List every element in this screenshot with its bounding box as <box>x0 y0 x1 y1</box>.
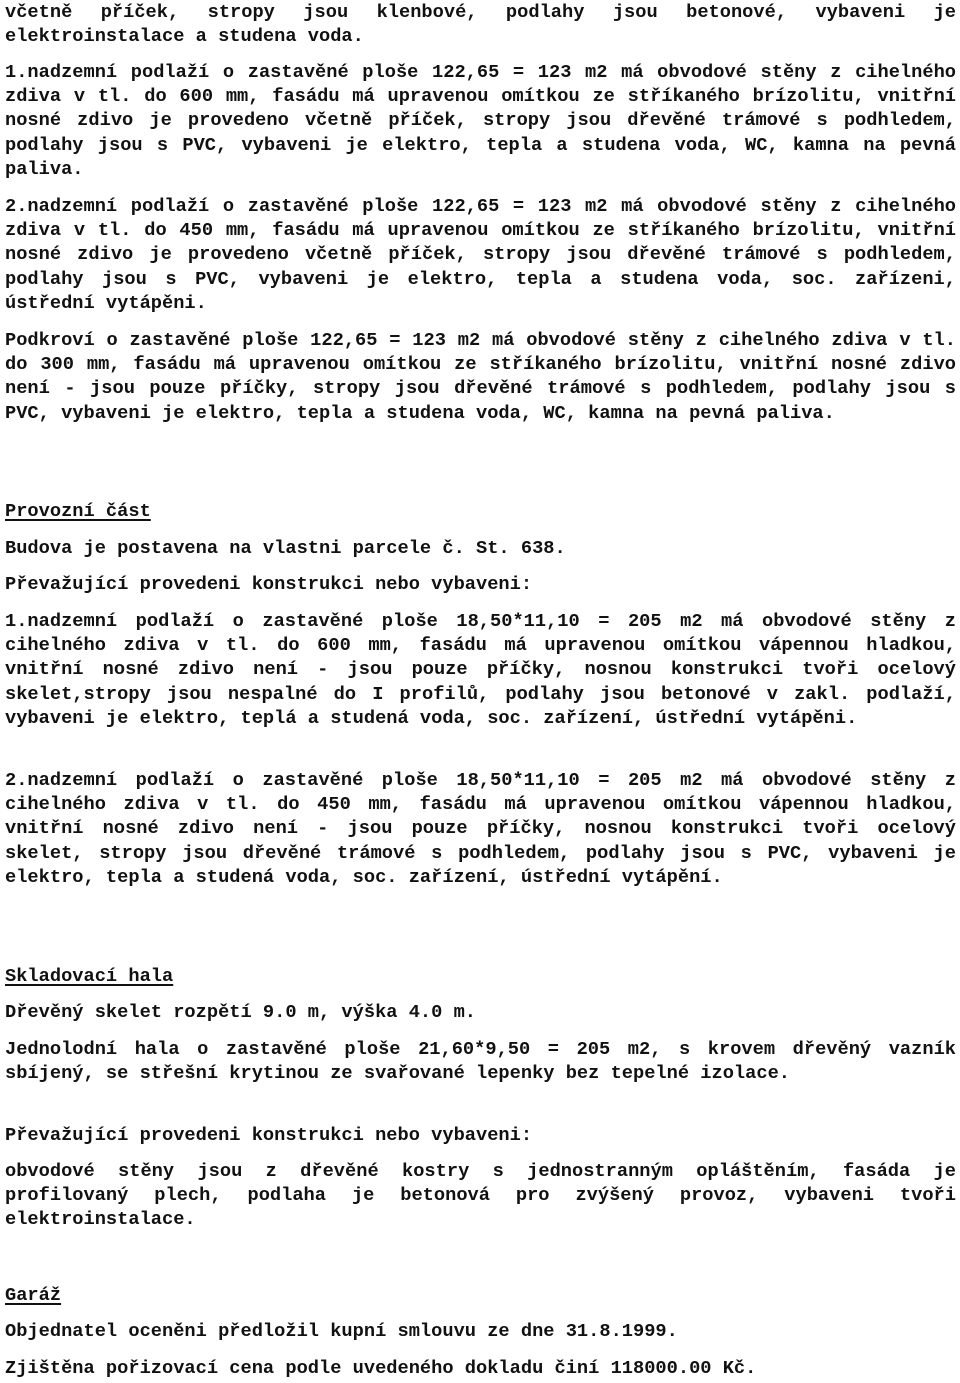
section-heading-garage: Garáž <box>5 1284 62 1306</box>
section-heading-warehouse: Skladovací hala <box>5 965 174 987</box>
operational-parcel-line: Budova je postavena na vlastni parcele č. St. 638. <box>5 537 566 559</box>
residential-floor1-paragraph: 1.nadzemní podlaží o zastavěné ploše 122,65 = 123 m2 má obvodové stěny z cihelného zdiva v tl. do 600 mm, fasádu má upravenou omítkou ze stříkaného brízolitu, vnitřní nosné zdivo je provedeno včetně příček, stropy jsou dřevěné trámové s podhledem, podlahy jsou s PVC, vybaveni je elektro, tepla a studena voda, WC, kamna na pevná paliva. <box>5 61 956 180</box>
attic-paragraph: Podkroví o zastavěné ploše 122,65 = 123 m2 má obvodové stěny z cihelného zdiva v tl. do 300 mm, fasádu má upravenou omítkou ze stříkaného brízolitu, vnitřní nosné zdivo není - jsou pouze příčky, stropy jsou dřevěné trámové s podhledem, podlahy jsou s PVC, vybaveni je elektro, tepla a studena voda, WC, kamna na pevná paliva. <box>5 329 956 424</box>
warehouse-walls-paragraph: obvodové stěny jsou z dřevěné kostry s jednostranným opláštěním, fasáda je profilovaný plech, podlaha je betonová pro zvýšený provoz, vybaveni tvoři elektroinstalace. <box>5 1160 956 1231</box>
residential-floor2-paragraph: 2.nadzemní podlaží o zastavěné ploše 122,65 = 123 m2 má obvodové stěny z cihelného zdiva v tl. do 450 mm, fasádu má upravenou omítkou ze stříkaného brízolitu, vnitřní nosné zdivo je provedeno včetně příček, stropy jsou dřevěné trámové s podhledem, podlahy jsou s PVC, vybaveni je elektro, tepla a studena voda, soc. zařízeni, ústřední vytápěni. <box>5 195 956 314</box>
garage-price-line: Zjištěna pořizovací cena podle uvedeného dokladu činí 118000.00 Kč. <box>5 1357 757 1379</box>
warehouse-hall-paragraph: Jednolodní hala o zastavěné ploše 21,60*9,50 = 205 m2, s krovem dřevěný vazník sbíjený, se střešní krytinou ze svařované lepenky bez tepelné izolace. <box>5 1038 956 1085</box>
intro-paragraph-tail: včetně příček, stropy jsou klenbové, podlahy jsou betonové, vybaveni je elektroinstalace a studena voda. <box>5 1 956 48</box>
operational-construction-label: Převažující provedeni konstrukci nebo vybaveni: <box>5 573 533 595</box>
warehouse-frame-line: Dřevěný skelet rozpětí 9.0 m, výška 4.0 m. <box>5 1001 477 1023</box>
section-heading-operational: Provozní část <box>5 500 151 522</box>
operational-floor2-paragraph: 2.nadzemní podlaží o zastavěné ploše 18,50*11,10 = 205 m2 má obvodové stěny z cihelného zdiva v tl. do 450 mm, fasádu má upravenou omítkou vápennou hladkou, vnitřní nosné zdivo není - jsou pouze příčky, nosnou konstrukci tvoři ocelový skelet, stropy jsou dřevěné trámové s podhledem, podlahy jsou s PVC, vybaveni je elektro, tepla a studená voda, soc. zařízení, ústřední vytápění. <box>5 769 956 888</box>
warehouse-construction-label: Převažující provedeni konstrukci nebo vybaveni: <box>5 1124 533 1146</box>
operational-floor1-paragraph: 1.nadzemní podlaží o zastavěné ploše 18,50*11,10 = 205 m2 má obvodové stěny z cihelného zdiva v tl. do 600 mm, fasádu má upravenou omítkou vápennou hladkou, vnitřní nosné zdivo není - jsou pouze příčky, nosnou konstrukci tvoři ocelový skelet,stropy jsou nespalné do I profilů, podlahy jsou betonové v zakl. podlaží, vybaveni je elektro, teplá a studená voda, soc. zařízení, ústřední vytápěni. <box>5 610 956 729</box>
garage-contract-line: Objednatel oceněni předložil kupní smlouvu ze dne 31.8.1999. <box>5 1320 678 1342</box>
